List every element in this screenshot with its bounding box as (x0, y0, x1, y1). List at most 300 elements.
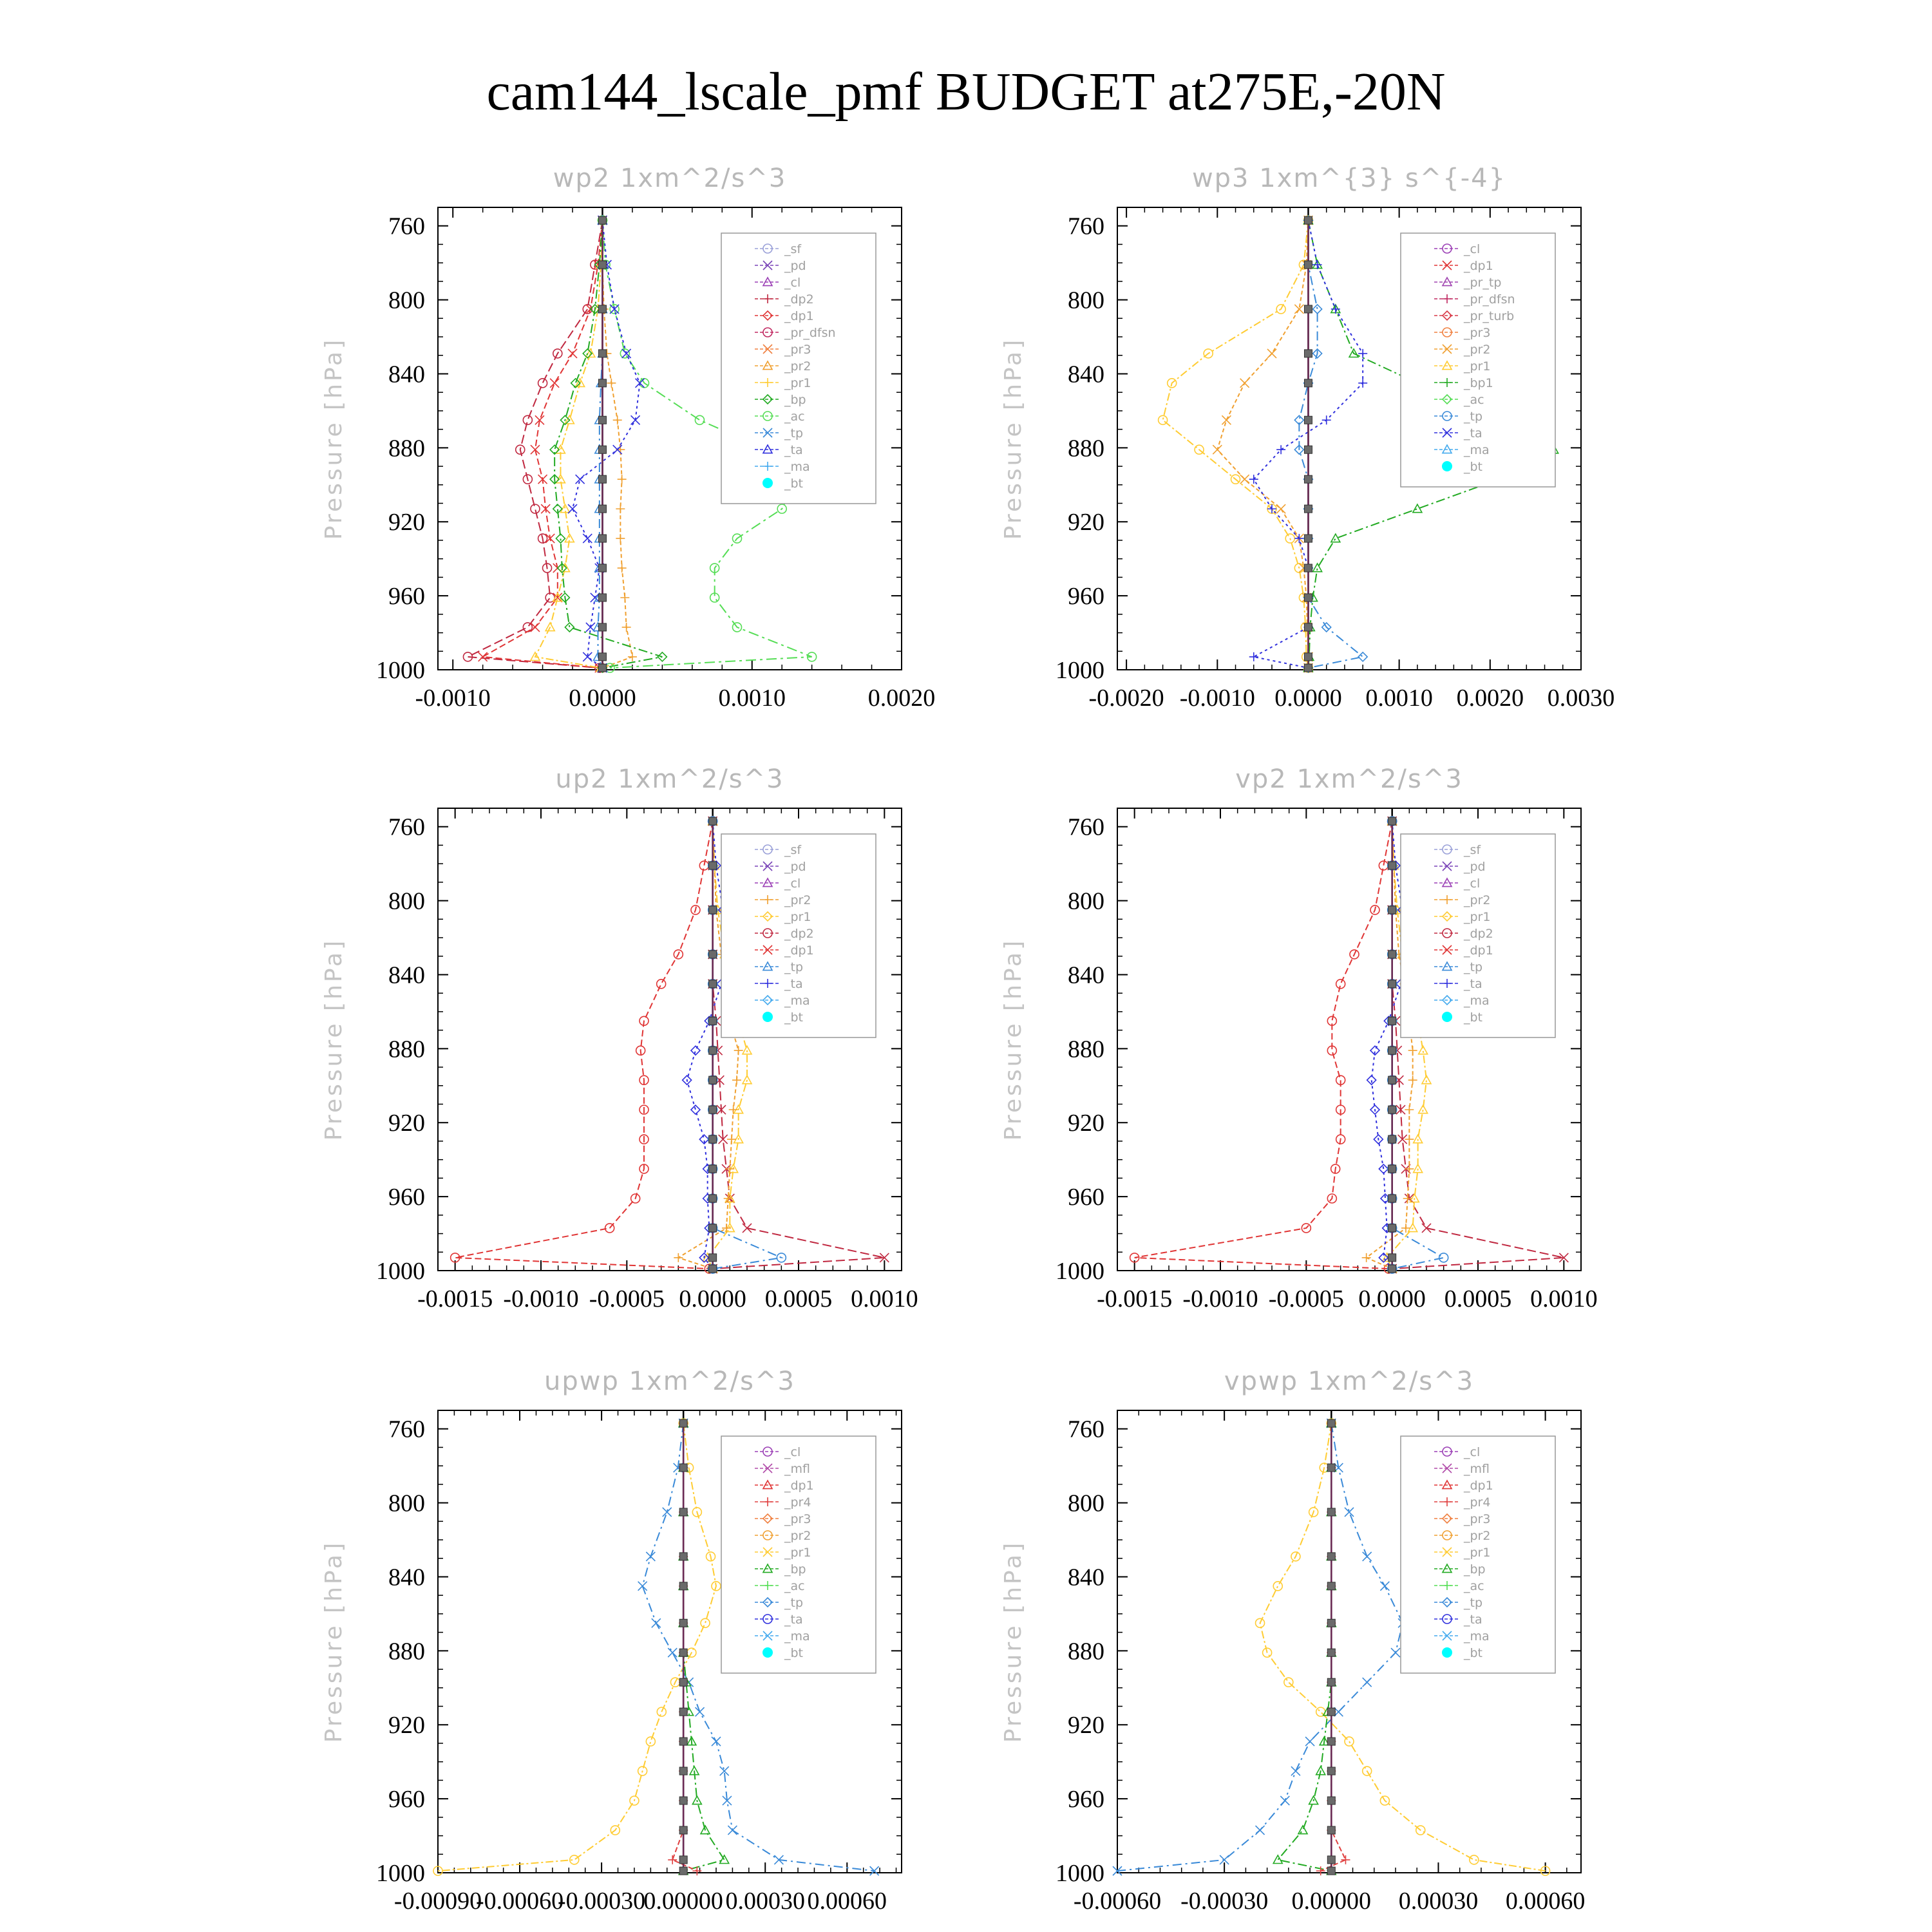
legend-label: _dp2 (1464, 927, 1493, 941)
y-axis-title: Pressure [hPa] (1000, 1540, 1027, 1743)
legend-swatch (762, 1012, 773, 1022)
legend-label: _bp1 (1464, 376, 1493, 390)
data-point (1327, 1856, 1335, 1864)
legend-label: _ta (1464, 977, 1482, 991)
data-point (618, 475, 627, 484)
legend-label: _pr_dfsn (784, 326, 836, 340)
x-tick-label: 0.0020 (867, 685, 936, 712)
legend-label: _bt (1464, 1646, 1483, 1660)
data-point (1331, 534, 1340, 542)
data-point (628, 652, 637, 661)
y-tick-label: 880 (1068, 1036, 1104, 1063)
data-point (709, 1017, 717, 1025)
y-tick-label: 960 (388, 583, 425, 611)
data-point (743, 1224, 752, 1233)
y-tick-label: 800 (1068, 1490, 1104, 1517)
legend-label: _pr1 (784, 376, 811, 390)
data-point (679, 1508, 687, 1516)
legend-label: _ma (784, 460, 810, 474)
data-point (1380, 1582, 1389, 1591)
data-point (1304, 475, 1312, 483)
data-point (1304, 564, 1312, 572)
x-tick-label: -0.0015 (1097, 1285, 1173, 1312)
legend-label: _bp (1464, 1562, 1486, 1577)
data-point (668, 1855, 677, 1864)
y-axis-title: Pressure [hPa] (1000, 938, 1027, 1141)
legend-label: _pr4 (1464, 1495, 1491, 1510)
data-point (1358, 379, 1367, 388)
y-tick-label: 920 (1068, 1110, 1104, 1137)
y-tick-label: 760 (1068, 813, 1104, 841)
legend-label: _bt (784, 1010, 804, 1025)
data-point (1388, 980, 1396, 988)
y-tick-label: 840 (388, 961, 425, 989)
x-tick-label: -0.00030 (1180, 1888, 1269, 1915)
data-point (696, 1707, 705, 1716)
y-tick-label: 840 (1068, 961, 1104, 989)
data-point (1388, 1165, 1396, 1173)
series-line (554, 220, 662, 668)
data-point (1304, 416, 1312, 424)
legend-swatch (762, 478, 773, 488)
series-pr1 (531, 216, 607, 672)
legend-label: _pr_tp (1464, 276, 1502, 290)
x-tick-label: -0.0005 (589, 1285, 665, 1312)
data-point (679, 1797, 687, 1804)
data-point (1327, 1419, 1335, 1427)
y-tick-label: 800 (1068, 287, 1104, 314)
data-point (679, 1867, 687, 1875)
data-point (598, 535, 606, 542)
data-point (1304, 305, 1312, 313)
legend-label: _pr2 (784, 1529, 811, 1543)
data-point (679, 1582, 687, 1590)
series-bt (1304, 216, 1312, 672)
data-point (618, 564, 627, 573)
panel-6 (1000, 1367, 1585, 1915)
x-tick-label: 0.00030 (725, 1888, 805, 1915)
data-point (1327, 1797, 1335, 1804)
y-tick-label: 880 (388, 1036, 425, 1063)
data-point (1388, 1265, 1396, 1273)
series-tp (1113, 1419, 1407, 1875)
data-point (709, 1254, 717, 1262)
y-tick-label: 800 (388, 1490, 425, 1517)
legend (721, 1436, 876, 1673)
data-point (709, 1076, 717, 1084)
data-point (598, 261, 606, 269)
data-point (1388, 1195, 1396, 1202)
legend-label: _pr2 (784, 359, 811, 374)
data-point (1388, 1135, 1396, 1143)
data-point (598, 446, 606, 453)
y-tick-label: 960 (1068, 1184, 1104, 1211)
x-tick-label: 0.0005 (1444, 1285, 1512, 1312)
series-dp1 (1130, 817, 1397, 1273)
x-tick-label: -0.0010 (503, 1285, 579, 1312)
legend-label: _ac (784, 1579, 805, 1593)
data-point (1327, 1508, 1335, 1516)
series-line (1117, 1423, 1403, 1871)
data-point (1327, 1708, 1335, 1716)
legend-label: _dp1 (784, 309, 814, 323)
legend-label: _cl (1464, 1445, 1481, 1459)
data-point (1345, 1508, 1354, 1517)
y-tick-label: 880 (1068, 1638, 1104, 1665)
y-tick-label: 920 (1068, 1712, 1104, 1739)
data-point (728, 1826, 737, 1835)
data-point (709, 817, 717, 825)
data-point (583, 534, 592, 543)
data-point (1273, 1582, 1282, 1591)
x-tick-label: -0.0015 (417, 1285, 493, 1312)
data-point (550, 379, 559, 388)
legend-label: _dp1 (1464, 259, 1493, 273)
data-point (598, 505, 606, 513)
legend-label: _tp (784, 426, 804, 440)
legend-label: _dp1 (784, 1479, 814, 1493)
data-point (668, 1648, 677, 1657)
series-line (438, 1423, 716, 1871)
y-tick-label: 800 (388, 287, 425, 314)
legend-label: _cl (784, 276, 801, 290)
data-point (1408, 1075, 1417, 1084)
data-point (712, 1737, 721, 1746)
y-tick-label: 1000 (376, 657, 425, 684)
legend-swatch (1442, 461, 1452, 471)
data-point (679, 1678, 687, 1686)
data-point (1298, 1826, 1307, 1834)
data-point (709, 1265, 717, 1273)
data-point (657, 980, 666, 989)
data-point (1388, 906, 1396, 914)
data-point (1249, 475, 1258, 484)
panels (321, 164, 1615, 1915)
y-tick-label: 880 (388, 435, 425, 462)
legend-label: _tp (784, 960, 804, 974)
data-point (1304, 535, 1312, 542)
data-point (620, 593, 629, 602)
series-bp (1273, 1419, 1336, 1875)
legend-label: _cl (784, 1445, 801, 1459)
legend-label: _pr2 (1464, 343, 1491, 357)
data-point (568, 504, 577, 513)
data-point (1222, 415, 1231, 424)
data-point (646, 1552, 655, 1561)
panel-title: vpwp 1xm^2/s^3 (1224, 1367, 1475, 1396)
legend-label: _pr1 (1464, 359, 1491, 374)
series-line (468, 220, 602, 668)
panel-4 (1000, 764, 1598, 1312)
y-axis-title: Pressure [hPa] (321, 938, 347, 1141)
data-point (709, 1224, 717, 1232)
y-tick-label: 1000 (1056, 1258, 1104, 1285)
legend-label: _mfl (1464, 1462, 1490, 1476)
data-point (1249, 652, 1258, 661)
legend-label: _dp1 (1464, 1479, 1493, 1493)
x-tick-label: -0.00060 (475, 1888, 564, 1915)
data-point (679, 1826, 687, 1834)
legend-label: _pr2 (1464, 1529, 1491, 1543)
data-point (1439, 1253, 1448, 1262)
data-point (1213, 445, 1222, 454)
data-point (598, 216, 606, 224)
legend-label: _pr1 (1464, 1546, 1491, 1560)
data-point (709, 906, 717, 914)
data-point (1327, 1738, 1335, 1745)
data-point (691, 1046, 700, 1055)
data-point (598, 664, 606, 672)
panel-title: upwp 1xm^2/s^3 (544, 1367, 795, 1396)
legend-label: _pr1 (784, 910, 811, 924)
data-point (1388, 1046, 1396, 1054)
legend-label: _sf (784, 242, 802, 256)
y-tick-label: 760 (388, 813, 425, 841)
legend-label: _ac (784, 410, 805, 424)
x-tick-label: 0.00060 (1505, 1888, 1586, 1915)
x-tick-label: 0.0000 (679, 1285, 746, 1312)
legend-label: _pr4 (784, 1495, 811, 1510)
data-point (616, 534, 625, 543)
data-point (531, 445, 540, 454)
legend-label: _ma (784, 994, 810, 1008)
legend-label: _ma (1464, 1629, 1490, 1643)
data-point (622, 623, 631, 632)
data-point (616, 504, 625, 513)
data-point (1327, 1767, 1335, 1775)
y-tick-label: 800 (388, 887, 425, 915)
legend-label: _ma (1464, 443, 1490, 457)
data-point (565, 623, 574, 632)
data-point (1358, 652, 1367, 661)
series-pr2 (598, 216, 636, 672)
data-point (709, 980, 717, 988)
x-tick-label: 0.0010 (718, 685, 786, 712)
x-tick-label: 0.0000 (1274, 685, 1342, 712)
legend-swatch (762, 1647, 773, 1658)
data-point (1327, 1678, 1335, 1686)
x-tick-label: -0.0020 (1088, 685, 1164, 712)
y-tick-label: 960 (388, 1786, 425, 1814)
legend-label: _ta (1464, 1613, 1482, 1627)
panel-2 (1000, 164, 1615, 712)
data-point (598, 350, 606, 357)
series-dp2 (463, 216, 607, 672)
data-point (1304, 623, 1312, 631)
legend-label: _dp2 (784, 292, 814, 307)
data-point (1304, 505, 1312, 513)
data-point (679, 1649, 687, 1656)
legend-label: _pr3 (784, 1512, 811, 1526)
series-pr2 (1213, 216, 1312, 672)
x-tick-label: -0.0010 (1182, 1285, 1258, 1312)
data-point (1304, 653, 1312, 661)
data-point (613, 415, 622, 424)
data-point (576, 475, 585, 484)
series-dp1 (478, 216, 607, 672)
legend-label: _pr2 (784, 893, 811, 907)
x-tick-label: 0.0010 (851, 1285, 918, 1312)
x-tick-label: 0.0010 (1365, 685, 1433, 712)
legend-label: _cl (1464, 242, 1481, 256)
data-point (1304, 261, 1312, 269)
data-point (1391, 1648, 1400, 1657)
legend-label: _bp (784, 1562, 806, 1577)
data-point (1291, 1766, 1300, 1776)
data-point (598, 594, 606, 601)
data-point (679, 1738, 687, 1745)
data-point (679, 1419, 687, 1427)
y-tick-label: 760 (1068, 213, 1104, 240)
series-line (602, 220, 632, 668)
data-point (732, 1075, 741, 1084)
data-point (1327, 1649, 1335, 1656)
x-tick-label: 0.0030 (1547, 685, 1615, 712)
data-point (652, 1618, 661, 1627)
data-point (598, 379, 606, 387)
panel-title: wp2 1xm^2/s^3 (553, 164, 787, 193)
data-point (709, 951, 717, 958)
series-bp (550, 216, 667, 672)
data-point (1256, 1826, 1265, 1835)
series-line (1135, 821, 1392, 1269)
y-tick-label: 760 (388, 213, 425, 240)
data-point (568, 349, 577, 358)
y-tick-label: 880 (388, 1638, 425, 1665)
x-tick-label: 0.00000 (1291, 1888, 1372, 1915)
series-pr4 (1316, 1419, 1350, 1875)
series-bt (1327, 1419, 1335, 1875)
series-line (683, 1423, 724, 1871)
y-tick-label: 1000 (1056, 657, 1104, 684)
y-tick-label: 1000 (376, 1860, 425, 1887)
panel-5 (321, 1367, 902, 1915)
legend-label: _pr_turb (1464, 309, 1515, 323)
y-tick-label: 920 (388, 509, 425, 536)
data-point (1313, 305, 1322, 314)
data-point (1267, 349, 1276, 358)
data-point (1422, 1224, 1431, 1233)
legend-label: _tp (1464, 960, 1483, 974)
data-point (709, 1046, 717, 1054)
series-tp (1294, 216, 1367, 672)
data-point (1304, 664, 1312, 672)
data-point (1284, 1678, 1293, 1687)
y-tick-label: 960 (388, 1184, 425, 1211)
data-point (679, 1553, 687, 1560)
data-point (1304, 446, 1312, 453)
legend-label: _bp (784, 393, 806, 407)
data-point (636, 379, 645, 388)
data-point (1304, 350, 1312, 357)
legend-label: _pr3 (1464, 1512, 1491, 1526)
data-point (1327, 1464, 1335, 1472)
data-point (1159, 415, 1168, 424)
x-tick-label: -0.0010 (1179, 685, 1255, 712)
data-point (631, 415, 640, 424)
data-point (679, 1708, 687, 1716)
legend-label: _bt (1464, 1010, 1483, 1025)
legend-label: _dp2 (784, 927, 814, 941)
panel-title: up2 1xm^2/s^3 (555, 764, 784, 794)
data-point (1405, 1105, 1414, 1114)
data-point (598, 305, 606, 313)
x-tick-label: -0.00060 (1073, 1888, 1162, 1915)
data-point (523, 415, 532, 424)
data-point (709, 1135, 717, 1143)
legend-label: _ta (1464, 426, 1482, 440)
x-tick-label: 0.0010 (1530, 1285, 1598, 1312)
series-line (1163, 220, 1309, 668)
y-tick-label: 960 (1068, 1786, 1104, 1814)
y-tick-label: 840 (388, 1564, 425, 1591)
y-axis-title: Pressure [hPa] (321, 337, 347, 540)
y-tick-label: 920 (388, 1110, 425, 1137)
data-point (734, 1046, 743, 1055)
data-point (1304, 216, 1312, 224)
series-pr1 (1159, 216, 1313, 672)
legend-label: _tp (1464, 1596, 1483, 1610)
legend-label: _ma (784, 1629, 810, 1643)
y-tick-label: 880 (1068, 435, 1104, 462)
legend-label: _sf (784, 843, 802, 857)
x-tick-label: -0.0010 (415, 685, 491, 712)
panel-title: vp2 1xm^2/s^3 (1235, 764, 1463, 794)
legend-label: _bt (784, 1646, 804, 1660)
legend-label: _ta (784, 1613, 803, 1627)
series-ta (568, 216, 645, 672)
series-line (1278, 1423, 1331, 1871)
legend-label: _pr3 (1464, 326, 1491, 340)
data-point (1305, 1737, 1314, 1746)
x-tick-label: 0.00060 (807, 1888, 887, 1915)
panel-title: wp3 1xm^{3} s^{-4} (1191, 164, 1507, 193)
legend (721, 834, 876, 1037)
x-tick-label: 0.00030 (1398, 1888, 1479, 1915)
data-point (607, 379, 616, 388)
legend-label: _tp (784, 1596, 804, 1610)
data-point (1408, 1046, 1417, 1055)
y-tick-label: 1000 (376, 1258, 425, 1285)
y-tick-label: 800 (1068, 887, 1104, 915)
x-tick-label: 0.0000 (1358, 1285, 1426, 1312)
legend-label: _bt (784, 477, 804, 491)
legend-label: _ta (784, 443, 803, 457)
legend-label: _tp (1464, 410, 1483, 424)
y-tick-label: 760 (388, 1416, 425, 1443)
data-point (1388, 862, 1396, 869)
legend-label: _dp1 (1464, 943, 1493, 958)
legend (721, 233, 876, 504)
data-point (679, 1856, 687, 1864)
data-point (1388, 1254, 1396, 1262)
data-point (1388, 1224, 1396, 1232)
legend-label: _pd (784, 860, 806, 874)
legend-label: _ta (784, 977, 803, 991)
legend-label: _dp1 (784, 943, 814, 958)
y-axis-title: Pressure [hPa] (1000, 337, 1027, 540)
data-point (663, 1508, 672, 1517)
legend-label: _cl (1464, 876, 1481, 891)
series-line (455, 821, 713, 1269)
y-tick-label: 920 (1068, 509, 1104, 536)
x-tick-label: -0.0005 (1268, 1285, 1344, 1312)
data-point (709, 1106, 717, 1113)
legend (1401, 233, 1555, 487)
data-point (1327, 1619, 1335, 1627)
data-point (679, 1619, 687, 1627)
legend-label: _pd (1464, 860, 1486, 874)
